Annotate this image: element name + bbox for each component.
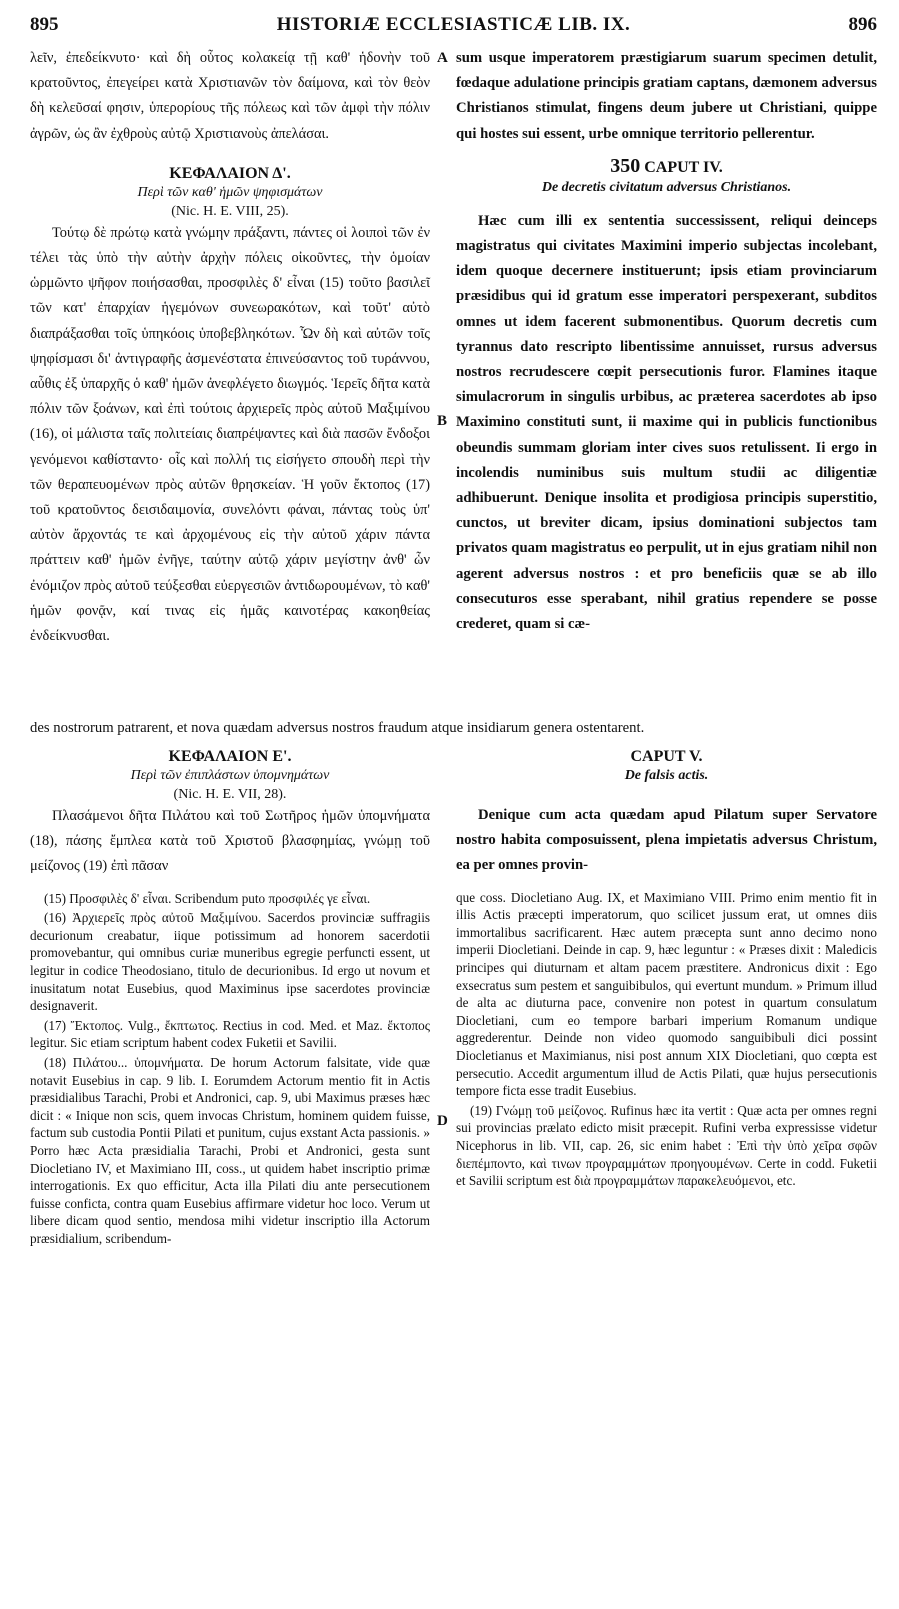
margin-letter-d: D — [437, 1113, 448, 1129]
chapter-5-latin-text: Denique cum acta quædam apud Pilatum super Servatore nostro habita composuissent, plena impietatis adversus Christum, ea per omnes provin- — [456, 807, 877, 874]
note-18: (18) Πιλάτου... ὑπομνήματα. De horum Actorum falsitate, vide quæ notavit Eusebius in cap. 9 lib. I. Eorumdem Actorum mentio fit in Actis præsidialibus Tarachi, Probi et Andronici, cap. 9, ubi Maximus præses hæc dicit : « Inique non scis, quem invocas Christum, hominem quidem fuisse, factum sub custodia Pontii Pilati et punitum, cujus exstant Acta passionis. » Porro hæc Acta præsidialia Tarachi, Probi et Andronici, gesta sunt Diocletiano IV, et Maximiano III, coss., ut quidem habet inscriptio primæ interrogationis. Ex quo efficitur, Acta illa Pilati diu ante persecutionem fuisse conficta, contra quam Eusebius affirmare videtur hoc loco. Verum ut libere dicam quod sentio, mendosa mihi videtur inscriptio illa Actorum præsidialium, scribendum- — [30, 1054, 430, 1246]
left-column-lower — [30, 748, 430, 1249]
chapter-5-greek-title: ΚΕΦΑΛΑΙΟΝ Ε'. — [168, 748, 292, 765]
page-header — [30, 14, 877, 44]
chapter-5-greek-subtitle: Περὶ τῶν ἐπιπλάστων ὑπομνημάτων — [130, 768, 330, 783]
chapter-4-greek-subtitle: Περὶ τῶν καθ' ἡμῶν ψηφισμάτων — [137, 184, 323, 200]
chapter-4-latin-title: CAPUT IV. — [644, 158, 723, 176]
chapter-4-greek-reference: (Nic. H. E. VIII, 25). — [171, 203, 289, 219]
margin-letter-b: B — [437, 413, 448, 429]
chapter-5-greek-reference: (Nic. H. E. VII, 28). — [173, 787, 287, 802]
chapter-5-latin-title: CAPUT V. — [630, 748, 703, 765]
spanning-line: des nostrorum patrarent, et nova quædam adversus nostros fraudum atque insidiarum genera ostentarent. — [30, 720, 645, 736]
chapter-4-latin-heading — [456, 155, 877, 178]
right-column-upper — [456, 46, 877, 637]
note-15: (15) Προσφιλὲς δ' εἶναι. Scribendum puto προσφιλές γε εἶναι. — [44, 890, 371, 906]
page-number-right: 896 — [848, 14, 877, 35]
note-17: (17) Ἔκτοπος. Vulg., ἔκπτωτος. Rectius in cod. Med. et Maz. ἔκτοπος legitur. Sic etiam scriptum habent codex Fuketii et Savilii. — [30, 1017, 430, 1051]
greek-text-top: λεῖν, ἐπεδείκνυτο· καὶ δὴ οὗτος κολακείᾳ τῇ καθ' ἡδονὴν τοῦ κρατοῦντος, ἐπεγείρει κατὰ Χριστιανῶν τὸν δαίμονα, καὶ τὸν θεὸν δὴ κελεῦσαί φησιν, ὑπερορίους τῆς πόλεως καὶ τῶν ἀμφὶ τὴν πόλιν ἀγρῶν, ὡς ἂν ἐχθροὺς αὐτῷ Χριστιανοὺς ἀπελάσαι. — [30, 50, 430, 142]
right-notes — [456, 889, 877, 1190]
margin-letter-a: A — [437, 50, 448, 66]
marginal-number: 350 — [610, 154, 641, 177]
note-18-continued: que coss. Diocletiano Aug. IX, et Maximiano VIII. Primo enim mentio fit in illis Actis præcepti imperatorum, quo scilicet jussum erat, ut omnes diis immortalibus sacrificarent. Hæc autem præcepta sunt anno decimo nono imperii Diocletiani. Deinde in cap. 9, hæc leguntur : « Præses dixit : Maledicis principes qui diuturnam et altam pacem præstitere. Andronicus dixit : Ego exsecratus sum pestem et sanguibibulos, qui evertunt mundum. » Primum illud de alta ac diuturna pace, convenire non potest in quartum consulatum Diocletiani, cum eo tempore barbari imperium Romanum undique aggrederentur. Deinde non video quomodo sanguibibuli dici possint Diocletianus et Maximianus, nisi post annum XIX Diocletiani, quo cœpta est persecutio. Accedit argumentum illud de Actis Pilati, quæ hujus persecutionis tempore ficta esse tradit Eusebius. — [456, 889, 877, 1099]
chapter-4-greek-text: Τούτῳ δὲ πρώτῳ κατὰ γνώμην πράξαντι, πάντες οἱ λοιποὶ τῶν ἐν τέλει τὰς ὑπὸ τὴν αὐτὴν ἀρχὴν πόλεις οἰκοῦντες, τὴν ὁμοίαν ὡρμῶντο ψῆφον ποιήσασθαι, προσφιλὲς δ' εἶναι (15) τοῦτο βασιλεῖ τῶν κατ' ἐπαρχίαν ἡγεμόνων συνεωρακότων, καὶ τοῦτ' αὐτὸ διαπράξασθαι τοῖς ὑπηκόοις ὑποβεβληκότων. Ὧν δὴ καὶ αὐτῶν τοῖς ψηφίσμασι δι' ἀντιγραφῆς ἀσμενέστατα ἐπινεύσαντος τοῦ τυράννου, αὖθις ἐξ ὑπαρχῆς ὁ καθ' ἡμῶν ἀνεφλέγετο διωγμός. Ἱερεῖς δῆτα κατὰ πόλιν τῶν ξοάνων, καὶ ἐπὶ τούτοις ἀρχιερεῖς πρὸς αὐτοῦ Μαξιμίνου (16), οἱ μάλιστα ταῖς πολιτείαις διαπρέψαντες καὶ διὰ πασῶν ἔνδοξοι γενόμενοι καθίσταντο· οἷς καὶ πολλή τις εἰσήγετο σπουδὴ περὶ τὴν τῶν θεραπευομένων πρὸς αὐτῶν θρησκείαν. Ἡ γοῦν ἔκτοπος (17) τοῦ κρατοῦντος δεισιδαιμονία, συνελόντι φάναι, πάντας τοὺς ὑπ' αὐτὸν ἄρχοντάς τε καὶ ἀρχομένους εἰς τὴν αὐτοῦ χάριν πάντα πράττειν καθ' ἡμῶν ἐνῆγε, ταύτην αὐτῷ χάριν μεγίστην ἀνθ' ὧν ἐνόμιζον πρὸς αὐτοῦ τεύξεσθαι εὐεργεσιῶν ἀντιδωρουμένων, τὸ καθ' ἡμῶν φονᾷν, καί τινας εἰς ἡμᾶς καινοτέρας κακοηθείας ἐνδείκνυσθαι. — [30, 224, 430, 645]
chapter-4-latin-text: Hæc cum illi ex sententia successissent, reliqui deinceps magistratus qui civitates Maximini imperio subjectas incolebant, idem quoque decernere instituerunt; ipsis etiam provinciarum præsidibus qui id gratum esse imperatori perspexerant, subditos omnes ut idem facerent submonentibus. Quorum decretis cum tyrannus dato rescripto libentissime annuisset, rursus adversus nostros recrudescere cœpit persecutionis furor. Flamines itaque simulacrorum in singulis urbibus, ac præterea sacerdotes ab ipso Maximino constituti sunt, ii maxime qui in publicis functionibus obeundis summam gloriam inter cives suos retulissent. Ii ergo in incolendis numinibus suis multum studii ac diligentiæ adhibuerunt. Denique insolita et prodigiosa principis superstitio, cunctos, ut breviter dicam, ipsius dominationi subjectos tam privatos quam magistratus eo perpulit, ut in ejus gratiam nihil non agerent adversus nostros : et pro beneficiis quæ se ab illo consecuturos esse sperabant, nihil gratius rependere se posse crederet, quam si cæ- — [456, 212, 877, 633]
left-column-upper — [30, 46, 430, 649]
note-19: (19) Γνώμῃ τοῦ μείζονος. Rufinus hæc ita vertit : Quæ acta per omnes regni sui provincias prælato edicto misit præcepit. Rufini verba expressisse videtur Nicephorus in lib. VII, cap. 26, sic enim habet : Ἐπὶ τὴν ὑπὸ χεῖρα σφῶν διεπέμποντο, καὶ τινων προγραμμάτων προηγουμένων. Certe in codd. Fuketii et Savilii scriptum est διὰ προγραμμάτων παρακελευόμενοι, etc. — [456, 1102, 877, 1189]
chapter-5-greek-text: Πλασάμενοι δῆτα Πιλάτου καὶ τοῦ Σωτῆρος ἡμῶν ὑπομνήματα (18), πάσης ἔμπλεα κατὰ τοῦ Χριστοῦ βλασφημίας, γνώμῃ τοῦ μείζονος (19) ἐπὶ πᾶσαν — [30, 808, 430, 875]
page-number-left: 895 — [30, 14, 59, 35]
left-notes — [30, 890, 430, 1248]
chapter-4-latin-subtitle: De decretis civitatum adversus Christianos. — [541, 179, 792, 195]
right-column-lower — [456, 748, 877, 1192]
running-title: HISTORIÆ ECCLESIASTICÆ LIB. IX. — [276, 14, 631, 35]
chapter-4-greek-title: ΚΕΦΑΛΑΙΟΝ Δ'. — [169, 164, 291, 182]
chapter-5-latin-subtitle: De falsis actis. — [624, 768, 709, 783]
latin-text-top: sum usque imperatorem præstigiarum suarum specimen detulit, fœdaque adulatione principis gratiam captans, dæmonem adversus Christianos stimulat, fingens deum jubere ut Christiani, quippe qui hostes sui essent, urbe omnique territorio pellerentur. — [456, 50, 877, 142]
note-16: (16) Ἀρχιερεῖς πρὸς αὐτοῦ Μαξιμίνου. Sacerdos provinciæ suffragiis decurionum creabatur, iique potissimum ad honorem sacerdotii promovebantur, qui omnibus curiæ muneribus egregie perfuncti essent, ut legitur in codice Theodosiano, titulo de decurionibus. Id ergo ut novum et inusitatum notat Eusebius, quod Maximinus ipse sacerdotes provinciæ designaverit. — [30, 910, 430, 1014]
